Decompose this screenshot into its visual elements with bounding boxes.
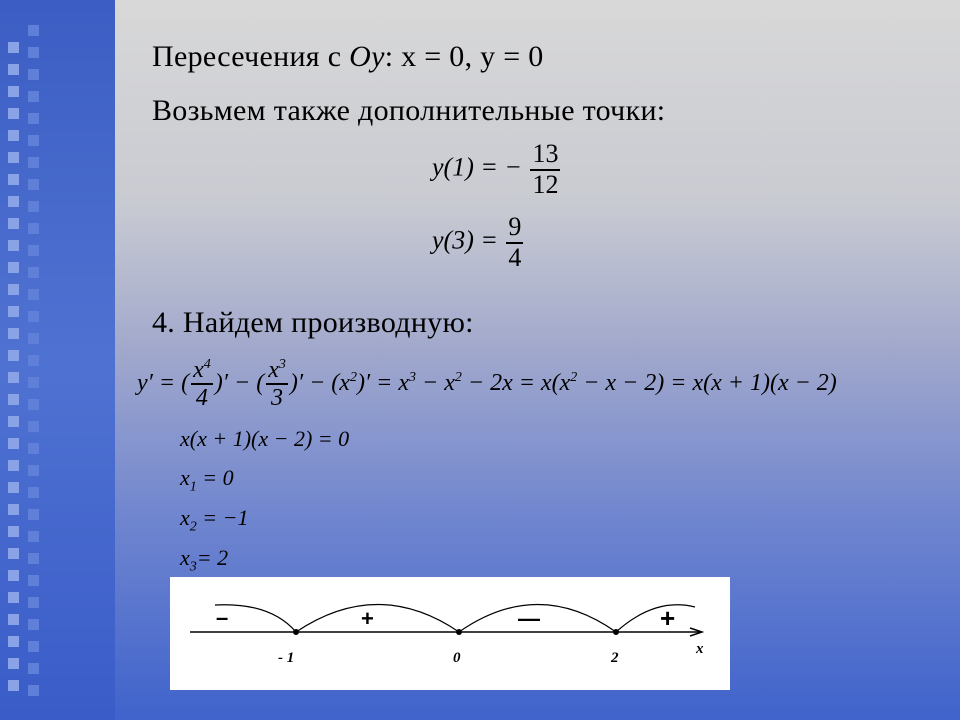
sign-2: + xyxy=(361,606,374,631)
y3-numerator: 9 xyxy=(506,213,523,244)
pattern-square xyxy=(28,531,39,542)
pattern-square xyxy=(8,64,19,75)
y1-expression xyxy=(432,140,562,199)
pattern-square xyxy=(28,157,39,168)
deriv-x3: x xyxy=(268,357,279,383)
pattern-square xyxy=(8,680,19,691)
pattern-square xyxy=(8,526,19,537)
pattern-square xyxy=(8,86,19,97)
pattern-square xyxy=(28,179,39,190)
pattern-square xyxy=(8,548,19,559)
root-3-value: = 2 xyxy=(196,545,229,570)
sidebar-decoration xyxy=(0,0,115,720)
root-1-value: = 0 xyxy=(196,465,234,490)
deriv-c2: 2 xyxy=(454,369,462,385)
pattern-square xyxy=(28,575,39,586)
deriv-sq: 2 xyxy=(349,369,357,385)
sign-1: – xyxy=(216,605,229,630)
pattern-square xyxy=(8,438,19,449)
y1-fraction xyxy=(530,140,560,199)
deriv-x4-exp: 4 xyxy=(203,357,211,372)
pattern-square xyxy=(8,394,19,405)
deriv-x4-den: 4 xyxy=(195,385,208,412)
pattern-square xyxy=(8,460,19,471)
pattern-square xyxy=(8,504,19,515)
pattern-square xyxy=(8,482,19,493)
pattern-square xyxy=(8,570,19,581)
pattern-square xyxy=(28,421,39,432)
deriv-x3-den: 3 xyxy=(271,385,284,412)
pattern-square xyxy=(8,592,19,603)
deriv-part-2: )′ − ( xyxy=(214,369,265,396)
root-3 xyxy=(180,545,228,575)
pattern-square xyxy=(8,636,19,647)
pattern-square xyxy=(8,42,19,53)
root-1 xyxy=(180,465,234,495)
axis-label-x: x xyxy=(696,641,704,657)
pattern-square xyxy=(28,25,39,36)
intersection-axis: Oy xyxy=(349,40,385,73)
additional-points-heading: Возьмем также дополнительные точки: xyxy=(152,94,666,127)
pattern-square xyxy=(28,223,39,234)
pattern-square xyxy=(8,196,19,207)
pattern-square xyxy=(8,350,19,361)
pattern-square xyxy=(28,289,39,300)
pattern-square xyxy=(28,509,39,520)
pattern-square xyxy=(28,377,39,388)
sign-chart-svg xyxy=(170,577,730,690)
square-pattern-right xyxy=(28,25,39,707)
pattern-square xyxy=(8,284,19,295)
pattern-square xyxy=(28,47,39,58)
pattern-square xyxy=(28,597,39,608)
pattern-square xyxy=(28,113,39,124)
pattern-square xyxy=(28,465,39,476)
pattern-square xyxy=(28,663,39,674)
intersection-rest: : x = 0, y = 0 xyxy=(384,40,544,73)
pattern-square xyxy=(8,218,19,229)
deriv-frac-x3 xyxy=(266,357,288,412)
pattern-square xyxy=(8,174,19,185)
pattern-square xyxy=(8,614,19,625)
pattern-square xyxy=(8,130,19,141)
pattern-square xyxy=(8,152,19,163)
root-2 xyxy=(180,505,248,535)
pattern-square xyxy=(28,245,39,256)
step4-heading: 4. Найдем производную: xyxy=(152,306,474,339)
pattern-square xyxy=(28,91,39,102)
tick-label-2: 0 xyxy=(453,650,461,666)
pattern-square xyxy=(28,553,39,564)
sign-4: + xyxy=(660,603,676,633)
pattern-square xyxy=(8,108,19,119)
pattern-square xyxy=(8,306,19,317)
tick-point-1 xyxy=(293,629,299,635)
deriv-part-7: − x − 2) = x(x + 1)(x − 2) xyxy=(577,369,837,396)
pattern-square xyxy=(28,69,39,80)
pattern-square xyxy=(28,685,39,696)
deriv-c3: 3 xyxy=(409,369,417,385)
deriv-part-1: y′ = ( xyxy=(137,369,190,396)
pattern-square xyxy=(28,201,39,212)
pattern-square xyxy=(28,487,39,498)
pattern-square xyxy=(28,135,39,146)
arc-2 xyxy=(296,605,459,633)
tick-point-3 xyxy=(613,629,619,635)
deriv-c22: 2 xyxy=(570,369,578,385)
root-3-var: x xyxy=(180,545,190,570)
root-2-index: 2 xyxy=(189,519,197,535)
tick-label-3: 2 xyxy=(611,650,619,666)
root-1-var: x xyxy=(180,465,190,490)
equation-line: x(x + 1)(x − 2) = 0 xyxy=(180,426,350,451)
y1-numerator: 13 xyxy=(530,140,560,171)
root-2-var: x xyxy=(180,505,190,530)
pattern-square xyxy=(8,328,19,339)
deriv-part-5: − x xyxy=(416,369,455,396)
square-pattern-left xyxy=(8,42,30,702)
y1-lhs: y(1) = − xyxy=(432,152,522,182)
derivative-expression xyxy=(137,357,837,412)
pattern-square xyxy=(28,619,39,630)
deriv-part-3: )′ − (x xyxy=(289,369,350,396)
root-2-value: = −1 xyxy=(196,505,249,530)
y3-fraction xyxy=(506,213,523,272)
pattern-square xyxy=(28,641,39,652)
pattern-square xyxy=(28,333,39,344)
deriv-x3-exp: 3 xyxy=(278,357,286,372)
pattern-square xyxy=(28,355,39,366)
root-1-index: 1 xyxy=(189,479,197,495)
intersection-prefix: Пересечения с xyxy=(152,40,350,73)
pattern-square xyxy=(28,267,39,278)
intersection-line xyxy=(152,40,544,74)
deriv-frac-x4 xyxy=(191,357,213,412)
deriv-x4: x xyxy=(193,357,204,383)
y1-denominator: 12 xyxy=(532,169,559,199)
y3-lhs: y(3) = xyxy=(432,225,498,255)
y3-expression xyxy=(432,213,525,272)
pattern-square xyxy=(28,311,39,322)
pattern-square xyxy=(8,658,19,669)
pattern-square xyxy=(8,372,19,383)
y3-denominator: 4 xyxy=(508,242,522,272)
deriv-part-6: − 2x = x(x xyxy=(461,369,571,396)
root-3-index: 3 xyxy=(189,559,197,575)
sign-3: — xyxy=(518,606,540,631)
pattern-square xyxy=(8,416,19,427)
sign-chart xyxy=(170,577,730,690)
pattern-square xyxy=(28,443,39,454)
pattern-square xyxy=(8,262,19,273)
arc-4 xyxy=(616,605,695,632)
tick-point-2 xyxy=(456,629,462,635)
deriv-part-4: )′ = x xyxy=(356,369,410,396)
pattern-square xyxy=(28,399,39,410)
pattern-square xyxy=(8,240,19,251)
tick-label-1: - 1 xyxy=(278,650,295,666)
